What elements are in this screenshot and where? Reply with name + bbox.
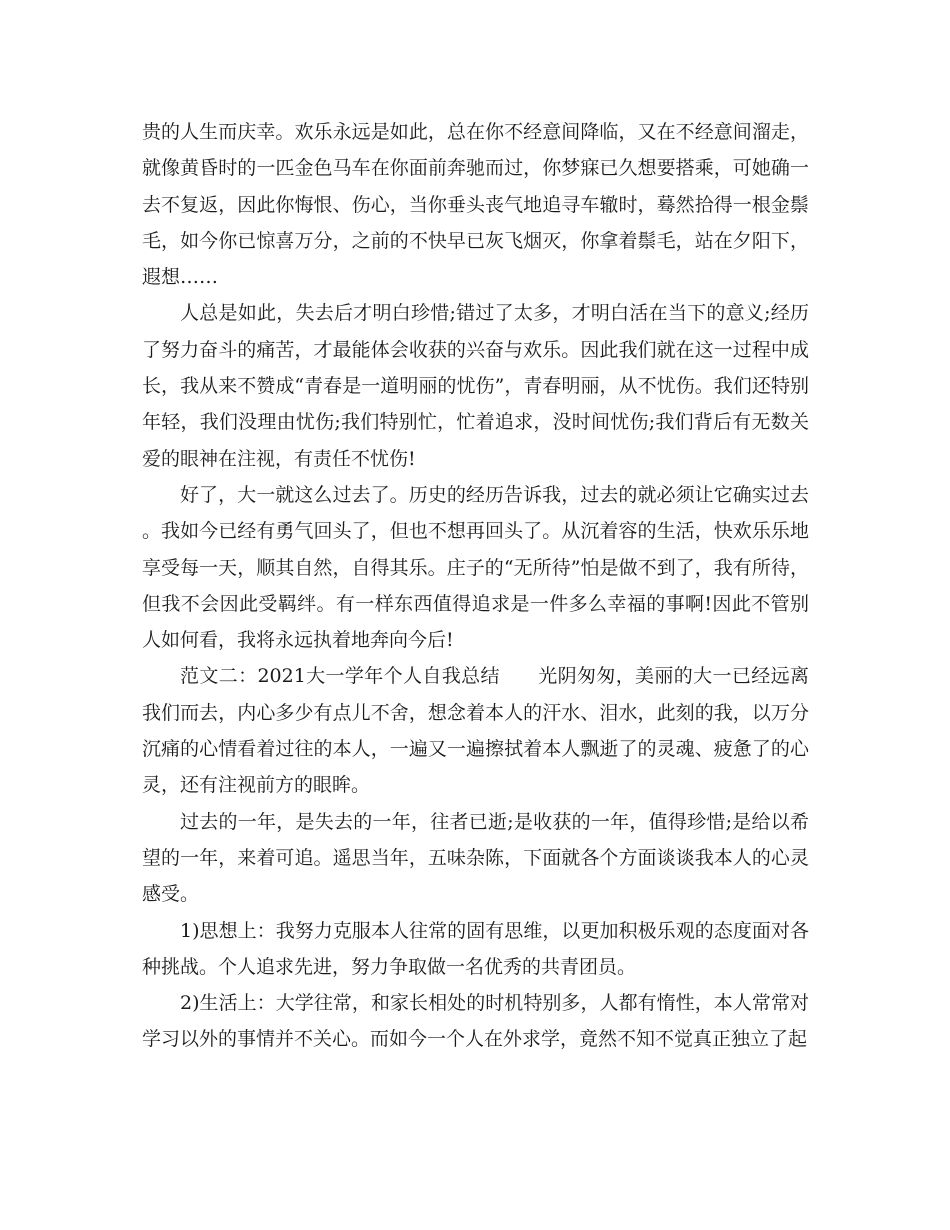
paragraph-6: 1)思想上：我努力克服本人往常的固有思维，以更加积极乐观的态度面对各种挑战。个人追求先进，努力争取做一名优秀的共青团员。 xyxy=(142,919,809,978)
document-body xyxy=(142,114,809,1058)
paragraph-1: 贵的人生而庆幸。欢乐永远是如此，总在你不经意间降临，又在不经意间溜走，就像黄昏时的一匹金色马车在你面前奔驰而过，你梦寐已久想要搭乘，可她确一去不复返，因此你悔恨、伤心，当你垂头丧气地追寻车辙时，蓦然拾得一根金鬃毛，如今你已惊喜万分，之前的不快早已灰飞烟灭，你拿着鬃毛，站在夕阳下，遐想…… xyxy=(142,121,809,289)
paragraph-2: 人总是如此，失去后才明白珍惜;错过了太多，才明白活在当下的意义;经历了努力奋斗的痛苦，才最能体会收获的兴奋与欢乐。因此我们就在这一过程中成长，我从来不赞成“青春是一道明丽的忧伤”，青春明丽，从不忧伤。我们还特别年轻，我们没理由忧伤;我们特别忙，忙着追求，没时间忧伤;我们背后有无数关爱的眼神在注视，有责任不忧伤! xyxy=(142,302,809,470)
paragraph-7: 2)生活上：大学往常，和家长相处的时机特别多，人都有惰性，本人常常对学习以外的事情并不关心。而如今一个人在外求学，竟然不知不觉真正独立了起 xyxy=(142,992,809,1051)
section-title: 范文二：2021大一学年个人自我总结 xyxy=(180,665,500,688)
paragraph-4-text: 光阴匆匆，美丽的大一已经远离我们而去，内心多少有点儿不舍，想念着本人的汗水、泪水，此刻的我，以万分沉痛的心情看着过往的本人，一遍又一遍擦拭着本人飘逝了的灵魂、疲惫了的心灵，还有注视前方的眼眸。 xyxy=(142,665,809,797)
paragraph-3: 好了，大一就这么过去了。历史的经历告诉我，过去的就必须让它确实过去。我如今已经有勇气回头了，但也不想再回头了。从沉着容的生活，快欢乐乐地享受每一天，顺其自然，自得其乐。庄子的“无所待”怕是做不到了，我有所待，但我不会因此受羁绊。有一样东西值得追求是一件多么幸福的事啊!因此不管别人如何看，我将永远执着地奔向今后! xyxy=(142,483,809,652)
paragraph-4 xyxy=(142,658,809,803)
paragraph-5: 过去的一年，是失去的一年，往者已逝;是收获的一年，值得珍惜;是给以希望的一年，来着可追。遥思当年，五味杂陈，下面就各个方面谈谈我本人的心灵感受。 xyxy=(142,810,809,906)
